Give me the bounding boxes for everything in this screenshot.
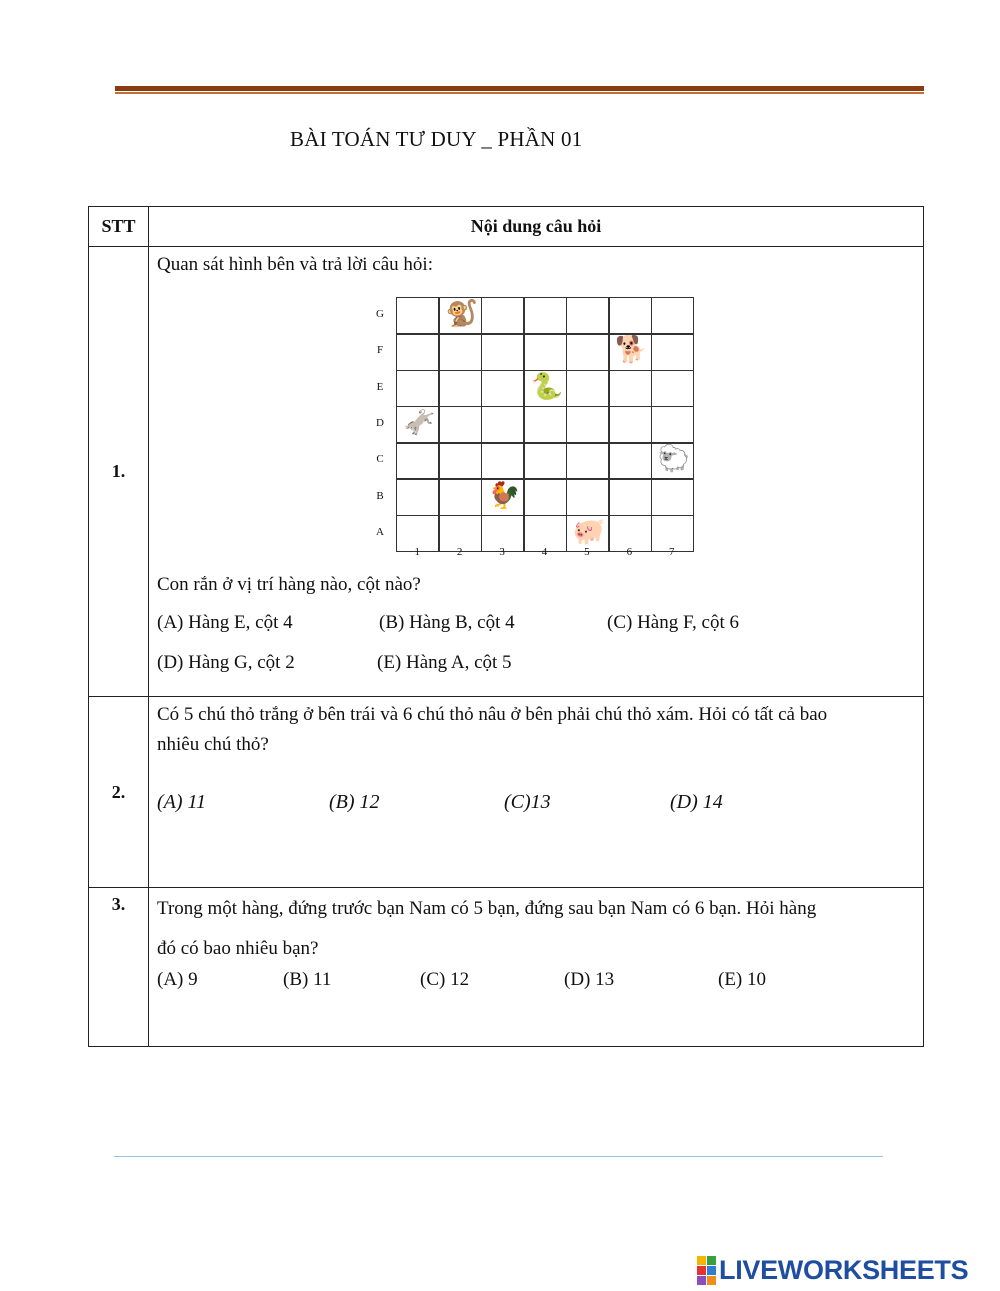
grid-cell: [651, 406, 695, 444]
grid-cell: [566, 297, 610, 335]
sheep-icon: 🐑: [657, 444, 691, 475]
grid-cell: [396, 370, 440, 408]
grid-cell: [608, 406, 652, 444]
question-content: [149, 888, 924, 1047]
grid-cell: [438, 370, 482, 408]
question-text-line1: Trong một hàng, đứng trước bạn Nam có 5 bạn, đứng sau bạn Nam có 6 bạn. Hỏi hàng: [157, 898, 817, 919]
grid-cell: [438, 478, 482, 516]
logo-block: [697, 1256, 706, 1265]
logo-block: [697, 1266, 706, 1275]
grid-cell: [651, 297, 695, 335]
column-label: 7: [669, 546, 675, 558]
option-a[interactable]: (A) 11: [157, 791, 207, 813]
bottom-rule: [114, 1156, 883, 1157]
question-text-line2: đó có bao nhiêu bạn?: [157, 938, 319, 959]
grid-cell: [396, 297, 440, 335]
top-rule: [115, 86, 924, 91]
option-b[interactable]: (B) 11: [283, 969, 332, 990]
header-content: Nội dung câu hỏi: [149, 207, 924, 247]
row-label: A: [376, 525, 384, 538]
grid-cell: [608, 370, 652, 408]
logo-block: [707, 1276, 716, 1285]
snake-icon: 🐍: [530, 371, 563, 402]
logo-block: [697, 1276, 706, 1285]
question-text-line1: Có 5 chú thỏ trắng ở bên trái và 6 chú thỏ nâu ở bên phải chú thỏ xám. Hỏi có tất cả bao: [157, 704, 828, 725]
options-row-1: [157, 606, 923, 646]
page-title: BÀI TOÁN TƯ DUY _ PHẦN 01: [290, 127, 583, 151]
options-row: [157, 785, 923, 825]
grid-cell: [566, 442, 610, 480]
row-label: C: [376, 453, 384, 466]
grid-cell: [651, 478, 695, 516]
option-c[interactable]: (C) Hàng F, cột 6: [607, 612, 739, 633]
header-stt: STT: [89, 207, 149, 247]
dog-icon: 🐕: [615, 335, 648, 366]
grid-cell: [651, 333, 695, 371]
option-e[interactable]: (E) 10: [718, 969, 767, 990]
question-content: [149, 697, 924, 888]
animal-grid-figure: [373, 292, 703, 562]
question-content: [149, 247, 924, 697]
question-prompt: Quan sát hình bên và trả lời câu hỏi:: [157, 254, 433, 275]
grid-cell: [608, 297, 652, 335]
questions-table: [88, 206, 924, 1047]
grid-cell: [438, 406, 482, 444]
question-number: 1.: [89, 247, 149, 697]
logo-text: LIVEWORKSHEETS: [719, 1254, 969, 1285]
animal-grid: [396, 297, 693, 551]
grid-cell: [438, 333, 482, 371]
pig-icon: 🐖: [572, 516, 606, 547]
option-b[interactable]: (B) 12: [329, 791, 380, 813]
column-label: 3: [499, 546, 505, 558]
option-c[interactable]: (C)13: [504, 791, 551, 813]
grid-cell: [566, 333, 610, 371]
row-label: E: [376, 380, 384, 393]
column-label: 4: [541, 546, 548, 558]
donkey-icon: 🫏: [403, 408, 436, 438]
grid-cell: [396, 333, 440, 371]
grid-cell: [396, 442, 440, 480]
column-label: 6: [626, 546, 633, 558]
grid-cell: [481, 442, 525, 480]
grid-cell: [651, 370, 695, 408]
grid-cell: [566, 406, 610, 444]
logo-blocks-icon: [697, 1256, 716, 1285]
grid-cell: [396, 478, 440, 516]
column-label: 1: [414, 546, 420, 558]
option-a[interactable]: (A) 9: [157, 969, 198, 990]
grid-cell: [566, 370, 610, 408]
options-row: [157, 963, 923, 1003]
question-text-line2: nhiêu chú thỏ?: [157, 734, 269, 755]
question-number: 2.: [89, 697, 149, 888]
row-label: F: [376, 344, 384, 357]
row-label: G: [376, 308, 384, 321]
question-row-2: [89, 697, 924, 888]
table-header-row: [89, 207, 924, 247]
top-rule-thin: [115, 92, 924, 94]
option-d[interactable]: (D) 14: [670, 791, 723, 813]
options-row-2: [157, 646, 923, 686]
column-label: 2: [456, 546, 463, 558]
grid-cell: [481, 406, 525, 444]
question-row-1: [89, 247, 924, 697]
grid-cell: [523, 478, 567, 516]
grid-cell: [608, 442, 652, 480]
option-c[interactable]: (C) 12: [420, 969, 470, 990]
column-label: 5: [584, 546, 590, 558]
grid-cell: [523, 406, 567, 444]
option-b[interactable]: (B) Hàng B, cột 4: [379, 612, 515, 633]
option-d[interactable]: (D) 13: [564, 969, 615, 990]
rooster-icon: 🐓: [488, 480, 521, 511]
grid-cell: [481, 297, 525, 335]
grid-cell: [481, 333, 525, 371]
grid-cell: [566, 478, 610, 516]
logo-block: [707, 1256, 716, 1265]
monkey-icon: 🐒: [445, 299, 479, 330]
grid-cell: [438, 442, 482, 480]
option-a[interactable]: (A) Hàng E, cột 4: [157, 612, 293, 633]
grid-cell: [523, 333, 567, 371]
question-text: Con rắn ở vị trí hàng nào, cột nào?: [157, 574, 421, 595]
grid-cell: [523, 297, 567, 335]
question-number: 3.: [89, 888, 149, 1047]
option-e[interactable]: (E) Hàng A, cột 5: [377, 652, 512, 673]
grid-cell: [481, 370, 525, 408]
option-d[interactable]: (D) Hàng G, cột 2: [157, 652, 295, 673]
row-label: D: [376, 417, 384, 429]
grid-cell: [523, 442, 567, 480]
row-label: B: [376, 489, 384, 502]
grid-cell: [608, 478, 652, 516]
question-row-3: [89, 888, 924, 1047]
liveworksheets-logo: [697, 1256, 968, 1284]
logo-block: [707, 1266, 716, 1275]
